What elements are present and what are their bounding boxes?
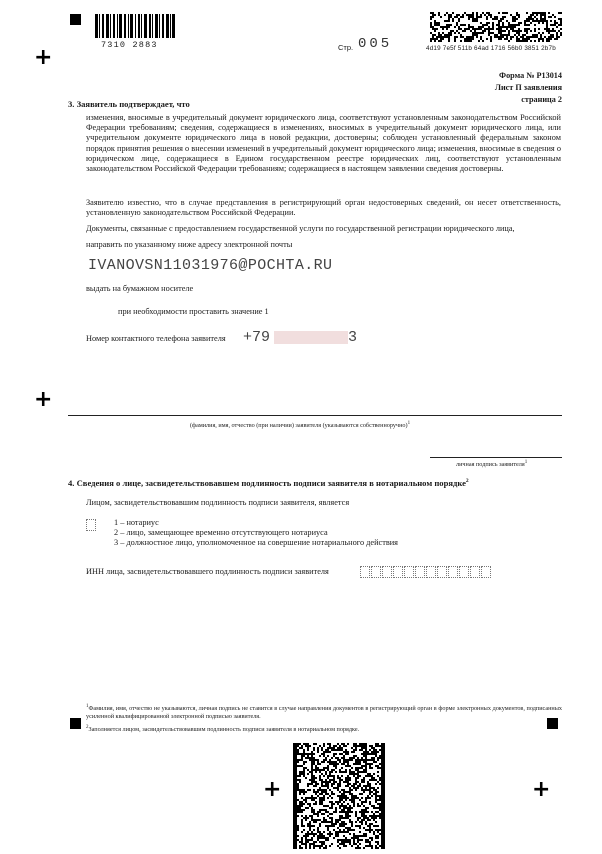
signature-caption-text: личная подпись заявителя xyxy=(456,461,525,469)
section3-heading: 3. Заявитель подтверждает, что xyxy=(68,99,190,109)
phone-label: Номер контактного телефона заявителя xyxy=(86,334,226,343)
2d-barcode-bottom xyxy=(293,743,385,849)
fio-caption-text: (фамилия, имя, отчество (при наличии) заявителя (указываются собственноручно) xyxy=(190,422,408,430)
hash-code: 4d19 7e5f 511b 64ad 1716 56b0 3851 2b7b xyxy=(426,45,556,52)
section4-heading xyxy=(68,478,469,488)
fio-footnote-mark: 1 xyxy=(407,421,411,426)
paper-delivery-hint: при необходимости проставить значение 1 xyxy=(118,307,269,316)
page-number: 005 xyxy=(358,36,393,52)
page-label: Стр. xyxy=(338,43,354,52)
signature-line xyxy=(430,457,562,458)
inn-cell[interactable] xyxy=(437,566,447,578)
2d-barcode-top xyxy=(430,12,562,42)
inn-cells[interactable] xyxy=(360,565,492,583)
inn-cell[interactable] xyxy=(371,566,381,578)
inn-cell[interactable] xyxy=(481,566,491,578)
registration-mark-top-left xyxy=(70,14,81,25)
notary-type-cell[interactable] xyxy=(86,518,97,536)
phone-redacted-block xyxy=(274,331,348,344)
sheet-label: Лист П заявления xyxy=(494,83,562,92)
inn-label: ИНН лица, засвидетельствовавшего подлинность подписи заявителя xyxy=(86,567,329,576)
footnote-1-text: Фамилия, имя, отчество не указываются, личная подпись не ставится в случае направления документов в регистрирующий орган в форме электронных документов, подписанных усиленной квалифицированной электронной подписью заявителя. xyxy=(86,705,562,721)
notary-option-2: 2 – лицо, замещающее временно отсутствующего нотариуса xyxy=(114,528,328,537)
section3-paragraph3: Документы, связанные с предоставлением государственной услуги по государственной регистрации юридического лица, xyxy=(86,224,515,233)
footnote-1 xyxy=(86,703,562,721)
crosshair-mark-top-left: + xyxy=(34,45,53,70)
sheet-page-label: страница 2 xyxy=(521,95,562,104)
notary-option-3: 3 – должностное лицо, уполномоченное на совершение нотариального действия xyxy=(114,538,398,547)
notary-option-1: 1 – нотариус xyxy=(114,518,159,527)
inn-cell[interactable] xyxy=(426,566,436,578)
crosshair-mark-bottom-right: + xyxy=(532,777,551,802)
section3-paragraph2: Заявителю известно, что в случае представления в регистрирующий орган недостоверных сведений, он несет ответственность, установленную законодательством Российской Федерации. xyxy=(86,198,561,218)
inn-cell[interactable] xyxy=(415,566,425,578)
email-label: направить по указанному ниже адресу электронной почты xyxy=(86,240,293,249)
inn-cell[interactable] xyxy=(393,566,403,578)
signature-footnote-mark: 1 xyxy=(524,460,528,465)
form-number: Форма № Р13014 xyxy=(499,71,562,80)
inn-cell[interactable] xyxy=(404,566,414,578)
footnote-2 xyxy=(86,724,562,734)
footnote-2-text: Заполняется лицом, засвидетельствовавшим подлинность подписи заявителя в нотариальном порядке. xyxy=(88,726,360,734)
inn-cell[interactable] xyxy=(470,566,480,578)
signature-caption xyxy=(456,460,527,468)
email-field: IVANOVSN11031976@POCHTA.RU xyxy=(88,257,333,274)
phone-prefix: +79 xyxy=(243,329,271,346)
section3-paragraph1: изменения, вносимые в учредительный документ юридического лица, соответствуют установленным законодательством Российской Федерации требованиям; сведения, содержащиеся в изменениях, вносимых в учредительный документ юридического лица, или учредительном документе юридического лица в новой редакции, достоверны; соблюден установленный федеральным законом порядок принятия решения о внесении изменений в учредительный документ юридического лица; изменения, вносимые в сведения о юридическом лице, содержащиеся в Едином государственном реестре юридических лиц, соответствуют установленным законодательством Российской Федерации требованиям; содержащиеся в настоящем заявлении сведения достоверны. xyxy=(86,113,561,174)
inn-cell[interactable] xyxy=(382,566,392,578)
fio-line xyxy=(68,415,562,416)
linear-barcode xyxy=(95,14,175,38)
notary-type-input[interactable] xyxy=(86,519,96,531)
section4-heading-text: 4. Сведения о лице, засвидетельствовавшем подлинность подписи заявителя в нотариальном порядке xyxy=(68,478,466,488)
section4-intro: Лицом, засвидетельствовавшим подлинность подписи заявителя, является xyxy=(86,498,350,507)
footnote-1-mark: 1 xyxy=(86,704,89,709)
registration-mark-bottom-left xyxy=(70,718,81,729)
inn-cell[interactable] xyxy=(360,566,370,578)
inn-cell[interactable] xyxy=(459,566,469,578)
phone-suffix: 3 xyxy=(348,329,358,346)
section4-footnote-mark: 2 xyxy=(465,478,469,485)
fio-caption xyxy=(190,421,410,429)
paper-delivery-label: выдать на бумажном носителе xyxy=(86,284,194,293)
barcode-number: 7310 2883 xyxy=(101,40,158,50)
inn-cell[interactable] xyxy=(448,566,458,578)
crosshair-mark-middle-left: + xyxy=(34,387,53,412)
footnote-2-mark: 2 xyxy=(86,725,89,730)
crosshair-mark-bottom-center: + xyxy=(263,777,282,802)
